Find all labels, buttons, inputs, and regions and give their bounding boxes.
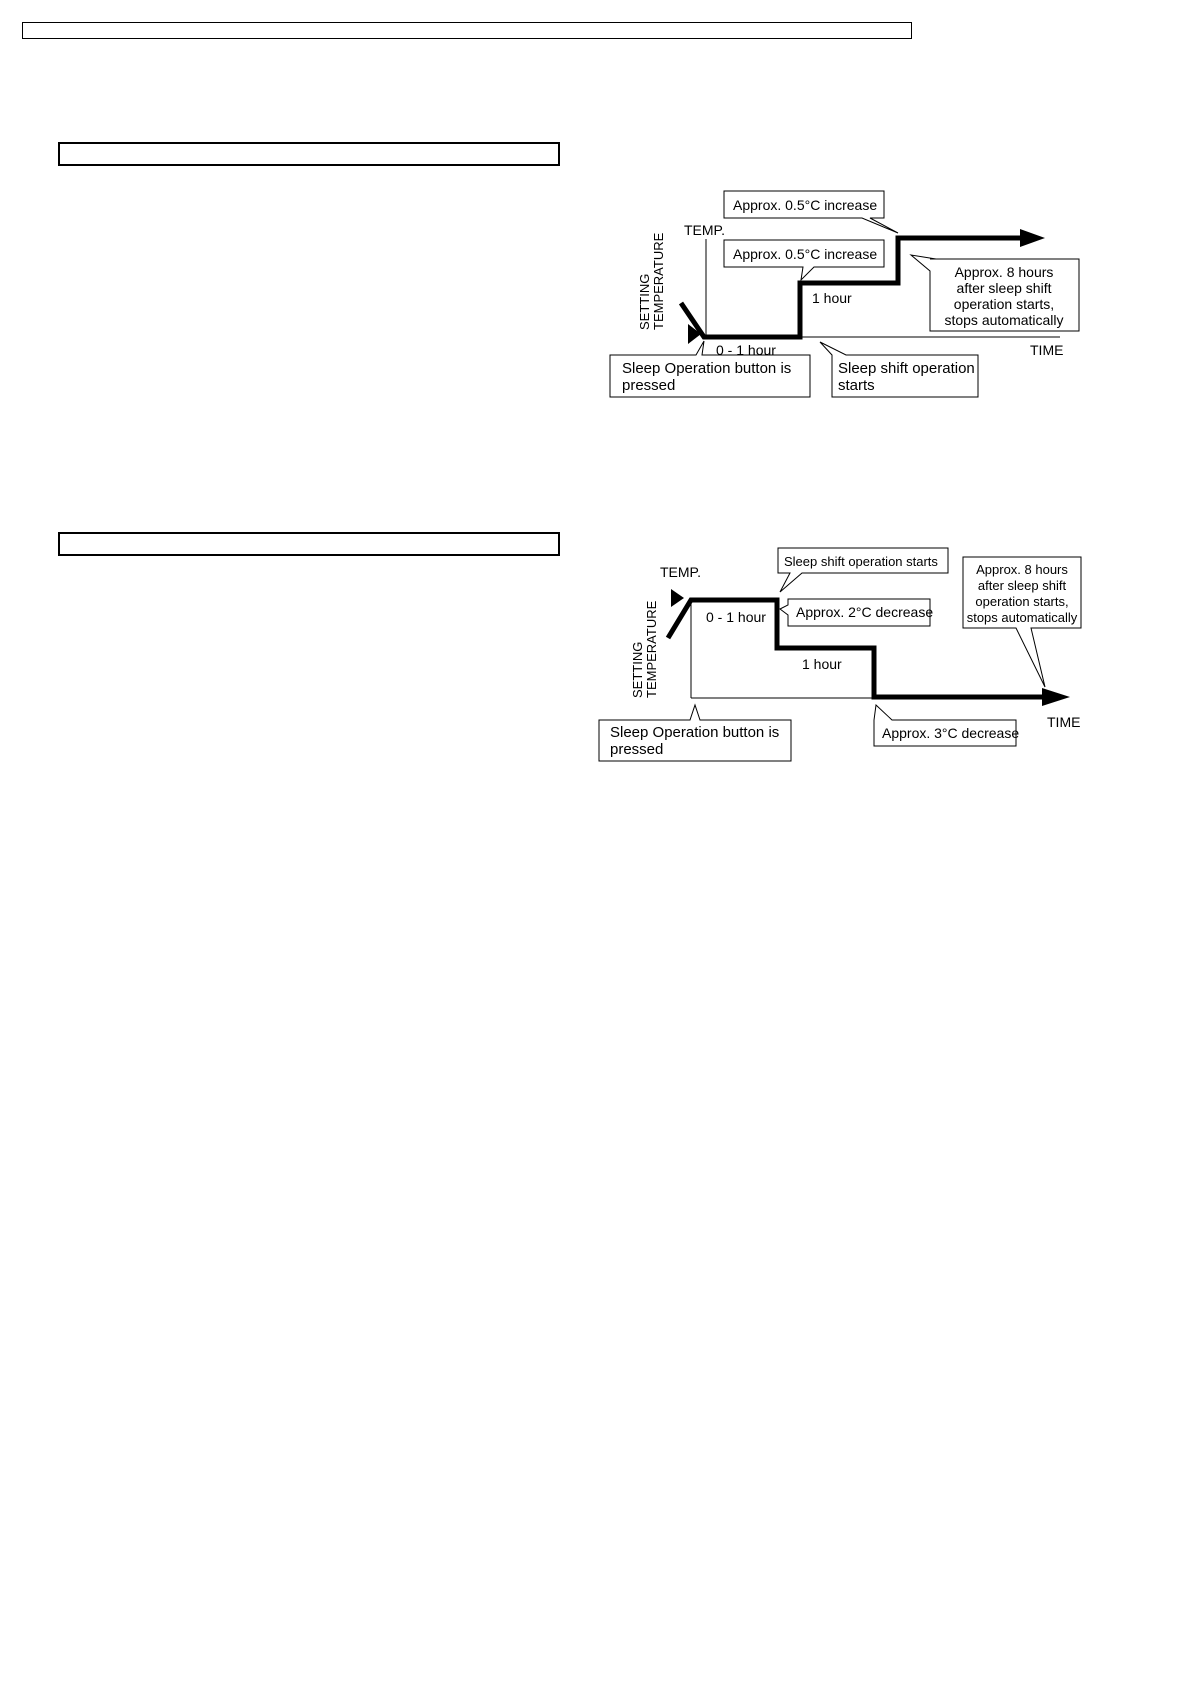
callout-sleep-shift-starts [820,342,978,397]
svg-text:Approx. 3°C decrease: Approx. 3°C decrease [882,725,1020,741]
callout-auto-stop [911,255,1079,331]
time-axis-label: TIME [1030,342,1064,358]
temp-axis-label: TEMP. [660,564,701,580]
svg-text:TEMPERATURE: TEMPERATURE [651,232,666,330]
interval-label-second: 1 hour [802,656,842,672]
callout-increase-upper [724,191,898,233]
svg-text:TEMPERATURE: TEMPERATURE [644,600,659,698]
svg-text:after sleep shift: after sleep shift [977,578,1067,593]
y-axis-label [630,600,659,698]
svg-text:starts: starts [838,377,875,394]
svg-text:Approx. 0.5°C increase: Approx. 0.5°C increase [733,197,878,213]
svg-text:after sleep shift: after sleep shift [956,280,1052,296]
svg-text:pressed: pressed [622,377,676,394]
svg-text:Approx. 8 hours: Approx. 8 hours [954,264,1054,280]
svg-text:Sleep shift operation: Sleep shift operation [838,360,975,377]
sleep-operation-cooling-diagram [594,540,1104,770]
svg-text:Sleep Operation button is: Sleep Operation button is [610,724,780,741]
callout-button-pressed [610,341,810,397]
svg-text:Sleep shift operation starts: Sleep shift operation starts [784,554,938,569]
callout-sleep-shift-starts [778,548,948,592]
section-heading-box-heating [58,142,560,166]
svg-text:Sleep Operation button is: Sleep Operation button is [622,360,792,377]
svg-text:operation starts,: operation starts, [975,594,1069,609]
setting-temp-marker [671,589,684,607]
y-axis-label [637,232,666,330]
page-header-box [22,22,912,39]
sleep-operation-heating-diagram [600,185,1100,405]
interval-label-first: 0 - 1 hour [706,609,766,625]
svg-text:Approx. 8 hours: Approx. 8 hours [976,562,1068,577]
interval-label-first: 0 - 1 hour [716,342,776,358]
svg-text:Approx. 0.5°C increase: Approx. 0.5°C increase [733,246,878,262]
svg-text:stops automatically: stops automatically [966,610,1078,625]
callout-decrease-2c [780,599,933,626]
time-arrowhead [1020,229,1045,247]
callout-increase-lower [724,240,884,280]
callout-button-pressed [599,705,791,761]
section-heading-box-cooling [58,532,560,556]
svg-text:pressed: pressed [610,741,664,758]
time-axis-label: TIME [1047,714,1081,730]
svg-text:SETTING: SETTING [630,641,645,698]
temp-axis-label: TEMP. [684,222,725,238]
callout-auto-stop [963,557,1081,687]
svg-text:stops automatically: stops automatically [944,312,1064,328]
interval-label-second: 1 hour [812,290,852,306]
svg-text:operation starts,: operation starts, [953,296,1055,312]
callout-decrease-3c [874,705,1019,746]
svg-text:SETTING: SETTING [637,273,652,330]
time-arrowhead [1042,688,1070,706]
svg-text:Approx. 2°C decrease: Approx. 2°C decrease [796,604,934,620]
